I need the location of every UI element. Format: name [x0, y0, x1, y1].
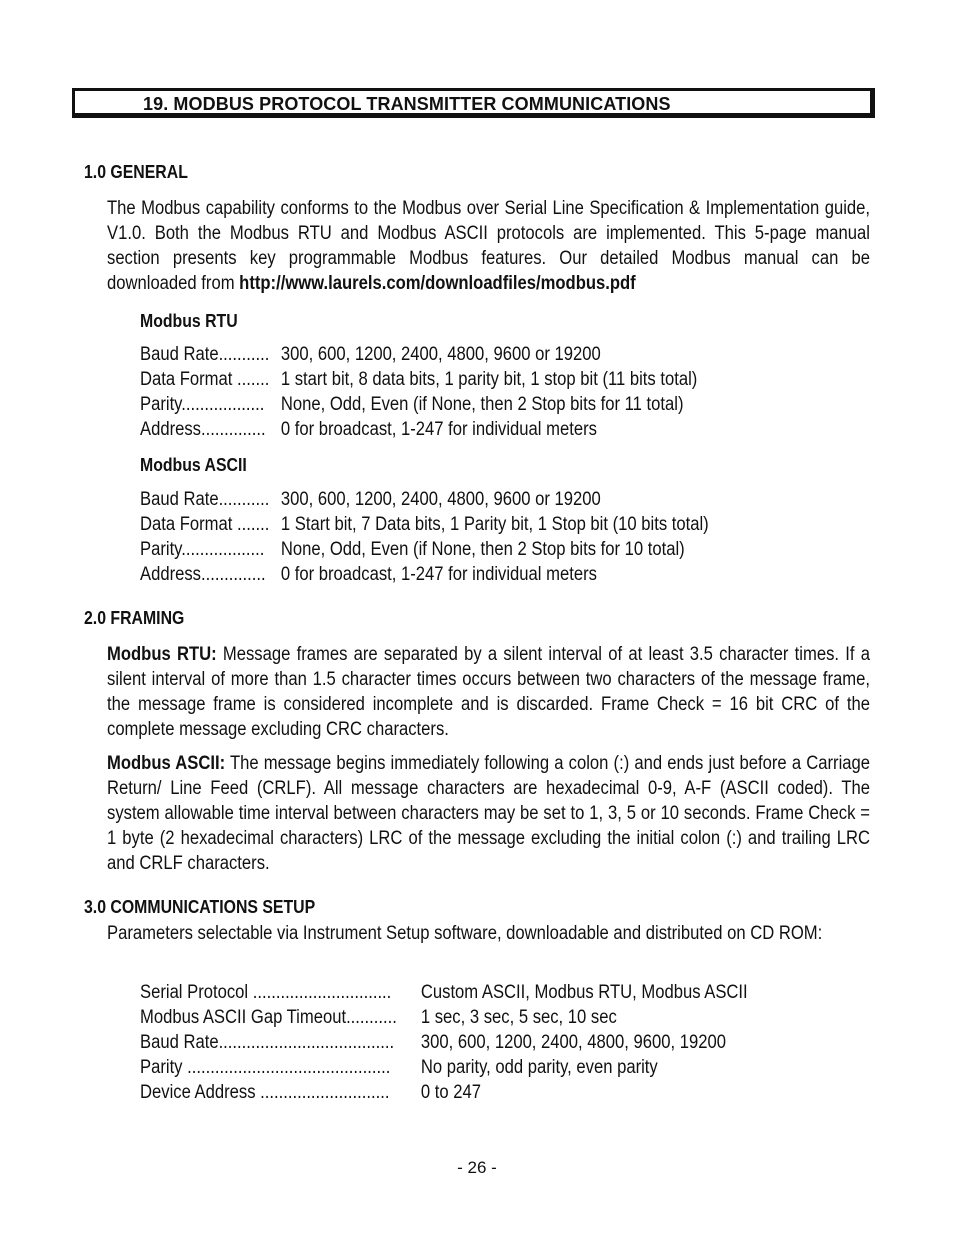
spec-row: [140, 417, 697, 442]
download-link[interactable]: http://www.laurels.com/downloadfiles/modbus.pdf: [239, 273, 636, 294]
general-intro: [107, 196, 870, 296]
spec-value: 0 for broadcast, 1-247 for individual meters: [280, 564, 597, 585]
spec-row: [140, 1030, 748, 1055]
modbus-ascii-subheading: Modbus ASCII: [140, 455, 247, 475]
spec-label: Serial Protocol ..............................: [140, 982, 392, 1003]
framing-rtu-text: Message frames are separated by a silent interval of at least 3.5 character times. If a silent interval of more than 1.5 character times occurs between two characters of the message frame, the message frame is considered incomplete and is discarded. Frame Check = 16 bit CRC of the complete message excluding CRC characters.: [107, 644, 870, 740]
framing-ascii-paragraph: [107, 751, 870, 876]
spec-row: [140, 512, 709, 537]
spec-row: [140, 392, 697, 417]
spec-label: Baud Rate...........: [140, 344, 270, 365]
spec-value: 0 to 247: [420, 1082, 481, 1103]
spec-value: None, Odd, Even (if None, then 2 Stop bits for 11 total): [280, 394, 684, 415]
spec-value: 0 for broadcast, 1-247 for individual meters: [280, 419, 597, 440]
spec-value: 1 Start bit, 7 Data bits, 1 Parity bit, 1 Stop bit (10 bits total): [280, 514, 709, 535]
spec-label: Baud Rate......................................: [140, 1032, 395, 1053]
page-number: - 26 -: [457, 1158, 497, 1177]
spec-label: Data Format .......: [140, 514, 270, 535]
setup-intro: Parameters selectable via Instrument Setup software, downloadable and distributed on CD ROM:: [107, 923, 823, 944]
spec-value: 300, 600, 1200, 2400, 4800, 9600 or 19200: [280, 344, 601, 365]
spec-label: Baud Rate...........: [140, 489, 270, 510]
setup-spec-list: [140, 980, 748, 1105]
spec-label: Address..............: [140, 564, 266, 585]
spec-label: Parity ............................................: [140, 1057, 391, 1078]
spec-label: Device Address ............................: [140, 1082, 390, 1103]
modbus-rtu-subheading: Modbus RTU: [140, 311, 238, 331]
framing-ascii-text: The message begins immediately following a colon (:) and ends just before a Carriage Return/ Line Feed (CRLF). All message characters are hexadecimal 0-9, A-F (ASCII coded). The system allowable time interval between characters may be set to 1, 3, 5 or 10 seconds. Frame Check = 1 byte (2 hexadecimal characters) LRC of the message excluding the initial colon (:) and trailing LRC and CRLF characters.: [107, 753, 870, 874]
spec-row: [140, 980, 748, 1005]
section-title-box: [72, 88, 875, 118]
general-intro-text: The Modbus capability conforms to the Modbus over Serial Line Specification & Implementation guide, V1.0. Both the Modbus RTU and Modbus ASCII protocols are implemented. This 5-page manual section presents key programmable Modbus features. Our detailed Modbus manual can be downloaded from: [107, 198, 870, 294]
rtu-spec-list: [140, 342, 697, 442]
spec-row: [140, 562, 709, 587]
spec-value: None, Odd, Even (if None, then 2 Stop bits for 10 total): [280, 539, 685, 560]
framing-heading: 2.0 FRAMING: [84, 608, 185, 628]
spec-label: Parity..................: [140, 394, 265, 415]
spec-value: 1 start bit, 8 data bits, 1 parity bit, 1 stop bit (11 bits total): [280, 369, 698, 390]
setup-heading: 3.0 COMMUNICATIONS SETUP: [84, 897, 316, 917]
spec-row: [140, 342, 697, 367]
spec-value: No parity, odd parity, even parity: [420, 1057, 658, 1078]
spec-row: [140, 487, 709, 512]
framing-ascii-label: Modbus ASCII:: [107, 753, 226, 774]
spec-value: 300, 600, 1200, 2400, 4800, 9600, 19200: [420, 1032, 726, 1053]
spec-row: [140, 537, 709, 562]
spec-row: [140, 1080, 748, 1105]
spec-row: [140, 367, 697, 392]
spec-label: Modbus ASCII Gap Timeout...........: [140, 1007, 397, 1028]
spec-value: Custom ASCII, Modbus RTU, Modbus ASCII: [420, 982, 748, 1003]
ascii-spec-list: [140, 487, 709, 587]
framing-rtu-paragraph: [107, 642, 870, 742]
spec-row: [140, 1005, 748, 1030]
spec-value: 1 sec, 3 sec, 5 sec, 10 sec: [420, 1007, 617, 1028]
spec-label: Data Format .......: [140, 369, 270, 390]
spec-label: Address..............: [140, 419, 266, 440]
spec-row: [140, 1055, 748, 1080]
general-heading: 1.0 GENERAL: [84, 162, 188, 182]
framing-rtu-label: Modbus RTU:: [107, 644, 217, 665]
spec-value: 300, 600, 1200, 2400, 4800, 9600 or 19200: [280, 489, 601, 510]
spec-label: Parity..................: [140, 539, 265, 560]
section-title: 19. MODBUS PROTOCOL TRANSMITTER COMMUNICATIONS: [143, 94, 671, 114]
